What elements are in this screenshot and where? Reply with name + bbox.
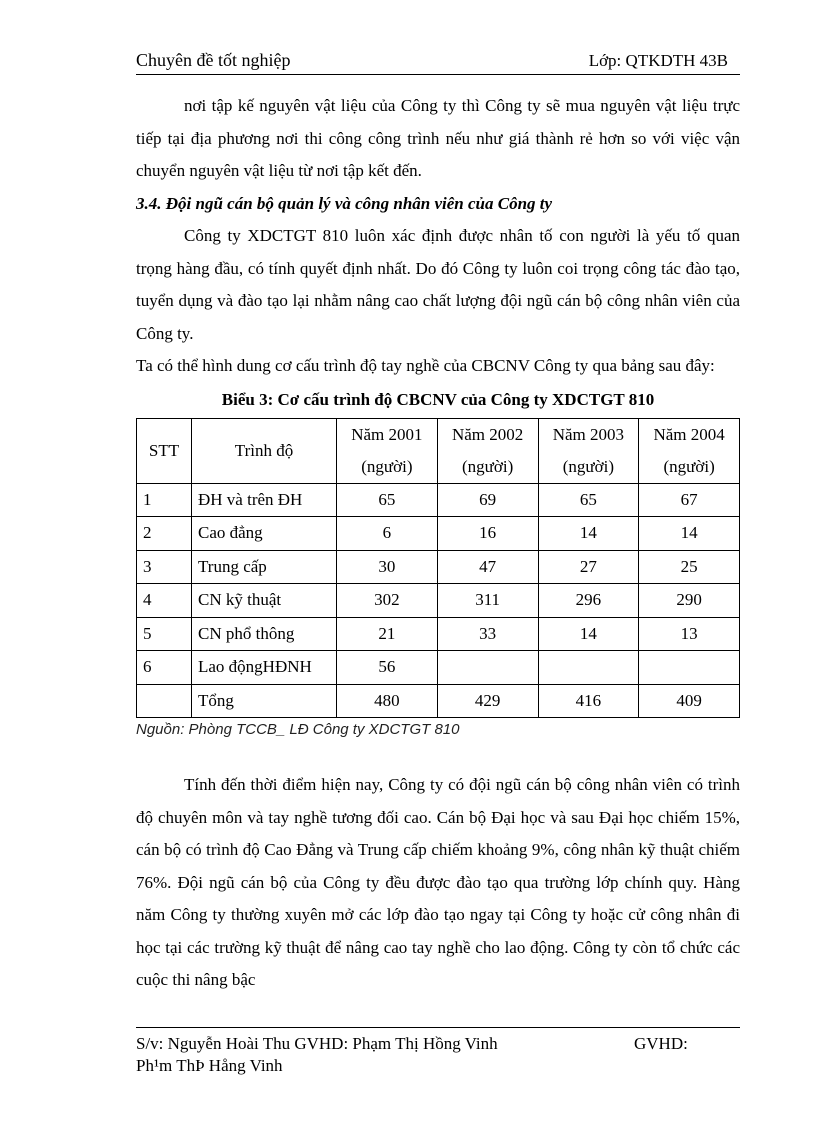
cell-2004 bbox=[639, 651, 740, 685]
intro-paragraph: nơi tập kế nguyên vật liệu của Công ty thì Công ty sẽ mua nguyên vật liệu trực tiếp tại địa phương nơi thi công công trình nếu như giá thành rẻ hơn so với việc vận chuyển nguyên vật liệu từ nơi tập kết đến. bbox=[136, 96, 740, 180]
page-footer bbox=[136, 1027, 740, 1077]
cell-stt: 3 bbox=[137, 550, 192, 584]
table-row bbox=[137, 584, 740, 618]
footer-gvhd: GVHD: bbox=[634, 1034, 688, 1053]
table-total-row bbox=[137, 684, 740, 718]
page-content bbox=[136, 90, 740, 997]
cell-2003: 65 bbox=[538, 483, 639, 517]
cell-2001: 30 bbox=[337, 550, 438, 584]
cell-2002: 16 bbox=[437, 517, 538, 551]
paragraph-1: Công ty XDCTGT 810 luôn xác định được nhân tố con người là yếu tố quan trọng hàng đầu, có tính quyết định nhất. Do đó Công ty luôn coi trọng công tác đào tạo, tuyển dụng và đào tạo lại nhằm nâng cao chất lượng đội ngũ cán bộ công nhân viên của Công ty. bbox=[136, 226, 740, 343]
table-row bbox=[137, 617, 740, 651]
footer-student: S/v: Nguyễn Hoài Thu GVHD: Phạm Thị Hồng Vinh bbox=[136, 1034, 498, 1053]
cell-2003: 14 bbox=[538, 517, 639, 551]
total-label: Tổng bbox=[192, 684, 337, 718]
cell-2001: 21 bbox=[337, 617, 438, 651]
cell-2003: 27 bbox=[538, 550, 639, 584]
section-heading: 3.4. Đội ngũ cán bộ quản lý và công nhân viên của Công ty bbox=[136, 193, 553, 213]
cell-2001: 302 bbox=[337, 584, 438, 618]
cell-2003: 296 bbox=[538, 584, 639, 618]
cell-level: Lao độngHĐNH bbox=[192, 651, 337, 685]
total-2003: 416 bbox=[538, 684, 639, 718]
cell-level: CN phổ thông bbox=[192, 617, 337, 651]
paragraph-3: Tính đến thời điểm hiện nay, Công ty có đội ngũ cán bộ công nhân viên có trình độ chuyên môn và tay nghề tương đối cao. Cán bộ Đại học và sau Đại học chiếm 15%, cán bộ có trình độ Cao Đẳng và Trung cấp chiếm khoảng 9%, công nhân kỹ thuật chiếm 76%. Đội ngũ cán bộ của Công ty đều được đào tạo qua trường lớp chính quy. Hàng năm Công ty thường xuyên mở các lớp đào tạo ngay tại Công ty hoặc cử công nhân đi học tại các trường kỹ thuật để nâng cao tay nghề cho lao động. Công ty còn tổ chức các cuộc thi nâng bậc bbox=[136, 775, 740, 989]
total-2001: 480 bbox=[337, 684, 438, 718]
paragraph-2: Ta có thể hình dung cơ cấu trình độ tay nghề của CBCNV Công ty qua bảng sau đây: bbox=[136, 356, 715, 375]
total-2004: 409 bbox=[639, 684, 740, 718]
cell-2001: 65 bbox=[337, 483, 438, 517]
cell-level: CN kỹ thuật bbox=[192, 584, 337, 618]
header-stt: STT bbox=[137, 418, 192, 483]
cell-2002 bbox=[437, 651, 538, 685]
cell-2001: 6 bbox=[337, 517, 438, 551]
page-header bbox=[136, 50, 740, 75]
cell-level: ĐH và trên ĐH bbox=[192, 483, 337, 517]
cell-2003 bbox=[538, 651, 639, 685]
cell-stt: 4 bbox=[137, 584, 192, 618]
header-level: Trình độ bbox=[192, 418, 337, 483]
cell-2003: 14 bbox=[538, 617, 639, 651]
cell-level: Cao đẳng bbox=[192, 517, 337, 551]
table-caption: Biểu 3: Cơ cấu trình độ CBCNV của Công ty XDCTGT 810 bbox=[221, 389, 655, 409]
cell-2004: 290 bbox=[639, 584, 740, 618]
header-title: Chuyên đề tốt nghiệp bbox=[136, 50, 291, 70]
header-2002: Năm 2002 (người) bbox=[437, 418, 538, 483]
cell-level: Trung cấp bbox=[192, 550, 337, 584]
table-row bbox=[137, 483, 740, 517]
cell-stt: 5 bbox=[137, 617, 192, 651]
table-row bbox=[137, 517, 740, 551]
header-2004: Năm 2004 (người) bbox=[639, 418, 740, 483]
header-2003: Năm 2003 (người) bbox=[538, 418, 639, 483]
table-source: Nguồn: Phòng TCCB_ LĐ Công ty XDCTGT 810 bbox=[136, 721, 460, 738]
cell-stt-empty bbox=[137, 684, 192, 718]
table-row bbox=[137, 550, 740, 584]
cell-2004: 67 bbox=[639, 483, 740, 517]
cell-2002: 311 bbox=[437, 584, 538, 618]
table-header-row bbox=[137, 418, 740, 483]
table-row bbox=[137, 651, 740, 685]
cell-2002: 69 bbox=[437, 483, 538, 517]
cell-2004: 13 bbox=[639, 617, 740, 651]
cell-stt: 6 bbox=[137, 651, 192, 685]
cell-2004: 14 bbox=[639, 517, 740, 551]
footer-advisor: Ph¹m ThÞ Hång Vinh bbox=[136, 1056, 283, 1075]
cell-2001: 56 bbox=[337, 651, 438, 685]
cell-stt: 1 bbox=[137, 483, 192, 517]
cell-2002: 47 bbox=[437, 550, 538, 584]
total-2002: 429 bbox=[437, 684, 538, 718]
header-2001: Năm 2001 (người) bbox=[337, 418, 438, 483]
cell-stt: 2 bbox=[137, 517, 192, 551]
cell-2002: 33 bbox=[437, 617, 538, 651]
header-class: Lớp: QTKDTH 43B bbox=[588, 51, 728, 70]
staff-structure-table bbox=[136, 418, 740, 719]
cell-2004: 25 bbox=[639, 550, 740, 584]
